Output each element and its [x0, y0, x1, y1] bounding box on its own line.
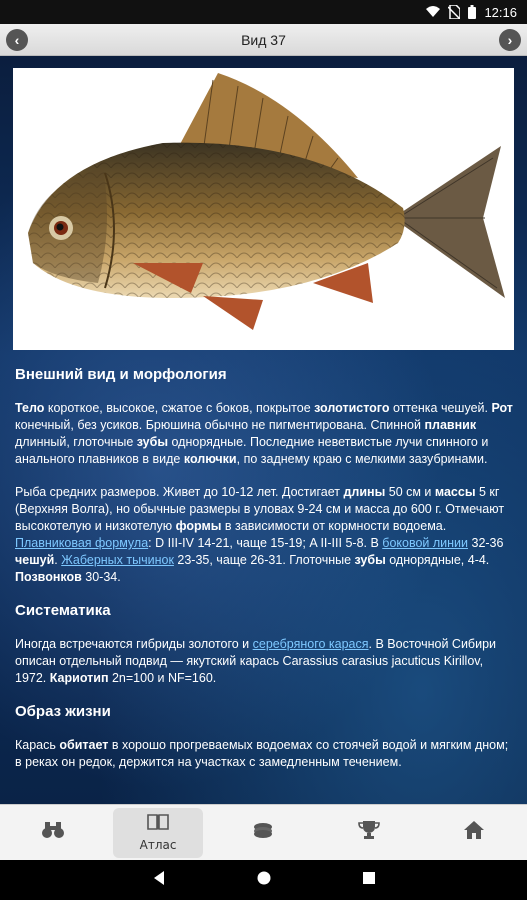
- nav-atlas-label: Атлас: [139, 838, 177, 852]
- bold-term: Рот: [491, 401, 513, 415]
- text-run: в зависимости от кормности водоема.: [221, 519, 447, 533]
- bold-term: Позвонков: [15, 570, 82, 584]
- bold-term: золотистого: [314, 401, 390, 415]
- text-run: .: [54, 553, 62, 567]
- text-run: оттенка чешуей.: [389, 401, 492, 415]
- status-bar: [0, 0, 527, 24]
- text-run: конечный, без усиков. Брюшина обычно не пигментирована. Спинной: [15, 418, 425, 432]
- fish-illustration: [13, 68, 514, 350]
- trophy-icon: [358, 820, 380, 845]
- nav-binoculars[interactable]: [8, 808, 98, 858]
- text-run: 5 кг (Верхняя Волга), но обычные размеры в уловах 9-24 см и масса до 600 г. Отмечают высокотелую и низкотелую: [15, 485, 505, 533]
- open-book-icon: [146, 813, 170, 836]
- nav-home[interactable]: [429, 808, 519, 858]
- bold-term: зубы: [136, 435, 169, 449]
- link-gill-rakers[interactable]: Жаберных тычинок: [61, 553, 174, 567]
- recents-square-icon[interactable]: [362, 871, 376, 890]
- system-navigation-bar: [0, 860, 527, 900]
- species-content[interactable]: [0, 56, 527, 804]
- paragraph-size: [15, 484, 515, 586]
- wifi-icon: [426, 6, 440, 18]
- paragraph-systematics: [15, 636, 515, 687]
- nav-trophies[interactable]: [324, 808, 414, 858]
- bold-term: колючки: [183, 452, 237, 466]
- status-time: 12:16: [484, 4, 517, 20]
- paragraph-lifestyle: [15, 737, 515, 771]
- bold-term: плавник: [424, 418, 477, 432]
- bold-term: обитает: [59, 738, 109, 752]
- nav-quiz[interactable]: [218, 808, 308, 858]
- text-run: 30-34.: [81, 570, 121, 584]
- bold-term: чешуй: [15, 553, 55, 567]
- section-heading-lifestyle: Образ жизни: [15, 703, 111, 720]
- bold-term: длины: [343, 485, 386, 499]
- top-navigation-bar: [0, 24, 527, 56]
- text-run: 2n=100 и NF=160.: [108, 671, 217, 685]
- section-heading-appearance: Внешний вид и морфология: [15, 366, 227, 383]
- bold-term: формы: [175, 519, 222, 533]
- cards-icon: [252, 821, 274, 844]
- species-article: [15, 366, 515, 787]
- bold-term: Кариотип: [49, 671, 109, 685]
- link-lateral-line[interactable]: боковой линии: [382, 536, 469, 550]
- page-title: Вид 37: [241, 31, 286, 48]
- text-run: Рыба средних размеров. Живет до 10-12 лет. Достигает: [15, 485, 344, 499]
- text-run: , по заднему краю с мелкими зазубринами.: [236, 452, 488, 466]
- text-run: . В Восточной Сибири описан отдельный подвид — якутский карась Carassius carasius jacuticus Kirillov, 1972.: [15, 637, 496, 685]
- bold-term: массы: [434, 485, 476, 499]
- no-sim-icon: [448, 5, 460, 19]
- text-run: Карась: [15, 738, 60, 752]
- text-run: длинный, глоточные: [15, 435, 137, 449]
- bold-term: зубы: [354, 553, 386, 567]
- back-triangle-icon[interactable]: [152, 870, 166, 891]
- text-run: однорядные. Последние неветвистые лучи спинного и анального плавников в виде: [15, 435, 489, 466]
- binoculars-icon: [42, 821, 64, 844]
- text-run: в хорошо прогреваемых водоемах со стоячей водой и мягким дном; в реках он редок, держится на участках с замедленным течением.: [15, 738, 509, 769]
- text-run: 23-35, чаще 26-31. Глоточные: [173, 553, 355, 567]
- nav-atlas[interactable]: [113, 808, 203, 858]
- text-run: Иногда встречаются гибриды золотого и: [15, 637, 253, 651]
- text-run: 32-36: [468, 536, 504, 550]
- bold-term: Тело: [15, 401, 45, 415]
- paragraph-appearance: [15, 400, 515, 468]
- chevron-left-icon: ‹: [14, 31, 20, 48]
- next-species-button[interactable]: [499, 29, 521, 51]
- link-silver-crucian[interactable]: серебряного карася: [252, 637, 369, 651]
- home-icon: [463, 820, 485, 845]
- section-heading-systematics: Систематика: [15, 602, 111, 619]
- text-run: однорядные, 4-4.: [385, 553, 490, 567]
- text-run: короткое, высокое, сжатое с боков, покрытое: [44, 401, 315, 415]
- battery-icon: [468, 5, 476, 19]
- text-run: 50 см и: [385, 485, 435, 499]
- bottom-navigation: [0, 804, 527, 860]
- chevron-right-icon: ›: [507, 31, 513, 48]
- home-circle-icon[interactable]: [256, 870, 272, 891]
- text-run: : D III-IV 14-21, чаще 15-19; A II-III 5-8. В: [148, 536, 383, 550]
- link-fin-formula[interactable]: Плавниковая формула: [15, 536, 149, 550]
- previous-species-button[interactable]: [6, 29, 28, 51]
